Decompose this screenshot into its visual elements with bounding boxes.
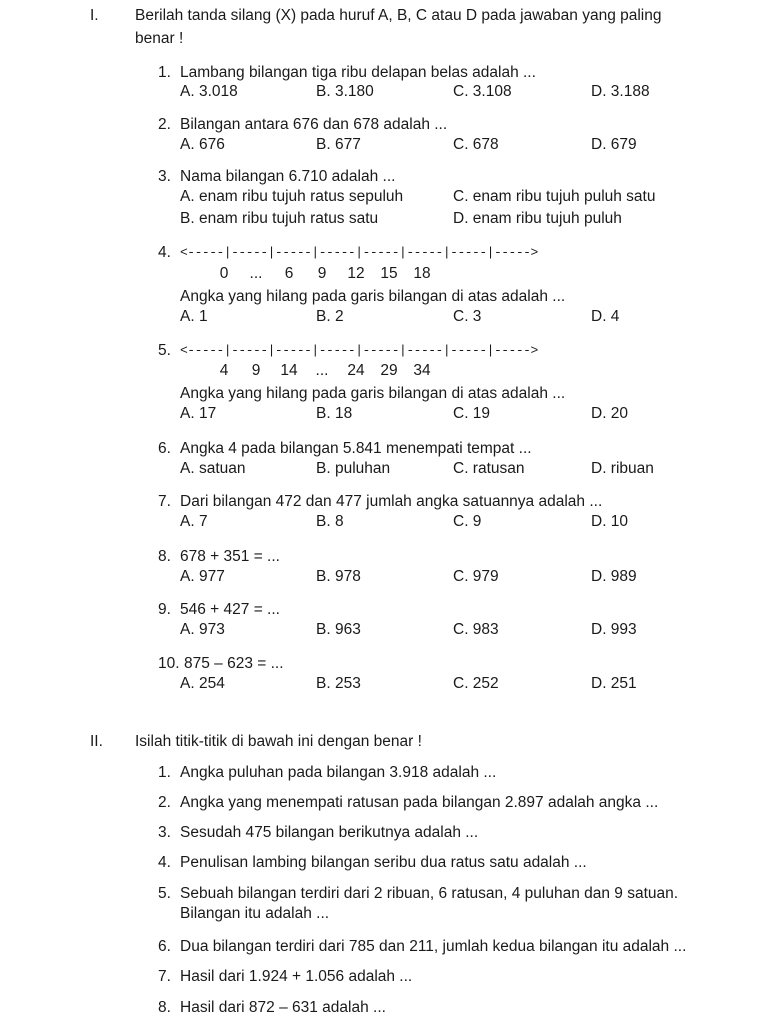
- question-text: 678 + 351 = ...: [180, 548, 280, 565]
- option-c: C. 252: [453, 675, 499, 692]
- option-d: D. enam ribu tujuh puluh: [453, 210, 622, 227]
- essay-number: 4.: [158, 854, 171, 871]
- option-b: B. enam ribu tujuh ratus satu: [180, 210, 379, 227]
- essay-number: 2.: [158, 794, 171, 811]
- essay-text: Sebuah bilangan terdiri dari 2 ribuan, 6 ratusan, 4 puluhan dan 9 satuan.: [180, 885, 679, 902]
- option-c: C. 678: [453, 136, 499, 153]
- option-d: D. 10: [591, 513, 629, 530]
- question-number: 2.: [158, 116, 171, 133]
- option-b: B. 978: [316, 568, 361, 585]
- essay-text: Angka yang menempati ratusan pada bilangan 2.897 adalah angka ...: [180, 794, 659, 811]
- option-d: D. 993: [591, 621, 637, 638]
- section-1-instruction: Berilah tanda silang (X) pada huruf A, B, C atau D pada jawaban yang paling: [135, 7, 662, 24]
- essay-number: 6.: [158, 938, 171, 955]
- question-text: Angka yang hilang pada garis bilangan di atas adalah ...: [180, 385, 566, 402]
- number-line-label: 9: [251, 362, 261, 379]
- option-a: A. 1: [180, 308, 208, 325]
- question-text: Lambang bilangan tiga ribu delapan belas adalah ...: [180, 64, 536, 81]
- question-text: Bilangan antara 676 dan 678 adalah ...: [180, 116, 448, 133]
- essay-text: Hasil dari 872 – 631 adalah ...: [180, 999, 386, 1016]
- option-b: B. 963: [316, 621, 361, 638]
- question-number: 9.: [158, 601, 171, 618]
- number-line-label: 4: [219, 362, 229, 379]
- number-line-label: 6: [284, 265, 294, 282]
- option-a: A. 254: [180, 675, 225, 692]
- option-d: D. 3.188: [591, 83, 650, 100]
- option-c: C. ratusan: [453, 460, 525, 477]
- question-number: 10.: [158, 655, 180, 672]
- question-text: 546 + 427 = ...: [180, 601, 280, 618]
- essay-number: 1.: [158, 764, 171, 781]
- question-number: 6.: [158, 440, 171, 457]
- option-b: B. 677: [316, 136, 361, 153]
- option-b: B. 2: [316, 308, 344, 325]
- question-number: 4.: [158, 244, 171, 261]
- question-number: 7.: [158, 493, 171, 510]
- option-a: A. 676: [180, 136, 225, 153]
- option-c: C. 979: [453, 568, 499, 585]
- option-a: A. 3.018: [180, 83, 238, 100]
- question-text: 875 – 623 = ...: [184, 655, 284, 672]
- option-d: D. 679: [591, 136, 637, 153]
- section-2-instruction: Isilah titik-titik di bawah ini dengan benar !: [135, 733, 422, 750]
- option-d: D. ribuan: [591, 460, 654, 477]
- option-c: C. 3.108: [453, 83, 512, 100]
- option-d: D. 989: [591, 568, 637, 585]
- section-1-instruction-cont: benar !: [135, 30, 184, 47]
- essay-text: Dua bilangan terdiri dari 785 dan 211, jumlah kedua bilangan itu adalah ...: [180, 938, 687, 955]
- number-line-label: 9: [317, 265, 327, 282]
- number-line-label: ...: [315, 362, 329, 379]
- essay-number: 3.: [158, 824, 171, 841]
- question-text: Angka yang hilang pada garis bilangan di atas adalah ...: [180, 288, 566, 305]
- essay-text: Angka puluhan pada bilangan 3.918 adalah ...: [180, 764, 497, 781]
- option-a: A. 7: [180, 513, 208, 530]
- question-number: 3.: [158, 168, 171, 185]
- number-line-label: 15: [380, 265, 398, 282]
- essay-text: Sesudah 475 bilangan berikutnya adalah ...: [180, 824, 479, 841]
- question-text: Nama bilangan 6.710 adalah ...: [180, 168, 396, 185]
- number-line-label: 24: [347, 362, 365, 379]
- option-b: B. 8: [316, 513, 344, 530]
- option-c: C. 3: [453, 308, 482, 325]
- essay-number: 5.: [158, 885, 171, 902]
- essay-number: 7.: [158, 968, 171, 985]
- number-line-label: 14: [280, 362, 298, 379]
- option-b: B. 18: [316, 405, 353, 422]
- number-line-label: 12: [347, 265, 365, 282]
- number-line-label: ...: [249, 265, 263, 282]
- number-line: <-----|-----|-----|-----|-----|-----|-----|----->: [180, 245, 538, 260]
- option-a: A. 973: [180, 621, 225, 638]
- essay-text: Penulisan lambing bilangan seribu dua ratus satu adalah ...: [180, 854, 587, 871]
- number-line: <-----|-----|-----|-----|-----|-----|-----|----->: [180, 343, 538, 358]
- option-a: A. enam ribu tujuh ratus sepuluh: [180, 188, 404, 205]
- essay-text: Hasil dari 1.924 + 1.056 adalah ...: [180, 968, 413, 985]
- option-a: A. 977: [180, 568, 225, 585]
- option-b: B. 253: [316, 675, 361, 692]
- option-d: D. 251: [591, 675, 637, 692]
- option-b: B. 3.180: [316, 83, 374, 100]
- section-2-numeral: II.: [90, 733, 103, 750]
- number-line-label: 29: [380, 362, 398, 379]
- option-d: D. 20: [591, 405, 629, 422]
- number-line-label: 18: [413, 265, 431, 282]
- option-c: C. 983: [453, 621, 499, 638]
- question-text: Angka 4 pada bilangan 5.841 menempati tempat ...: [180, 440, 532, 457]
- essay-number: 8.: [158, 999, 171, 1016]
- section-1-numeral: I.: [90, 7, 99, 24]
- option-d: D. 4: [591, 308, 620, 325]
- option-c: C. enam ribu tujuh puluh satu: [453, 188, 656, 205]
- option-b: B. puluhan: [316, 460, 391, 477]
- question-number: 8.: [158, 548, 171, 565]
- question-number: 1.: [158, 64, 171, 81]
- number-line-label: 34: [413, 362, 431, 379]
- option-c: C. 9: [453, 513, 482, 530]
- option-a: A. 17: [180, 405, 217, 422]
- question-text: Dari bilangan 472 dan 477 jumlah angka satuannya adalah ...: [180, 493, 603, 510]
- question-number: 5.: [158, 342, 171, 359]
- essay-text-cont: Bilangan itu adalah ...: [180, 905, 330, 922]
- option-c: C. 19: [453, 405, 491, 422]
- option-a: A. satuan: [180, 460, 246, 477]
- number-line-label: 0: [219, 265, 229, 282]
